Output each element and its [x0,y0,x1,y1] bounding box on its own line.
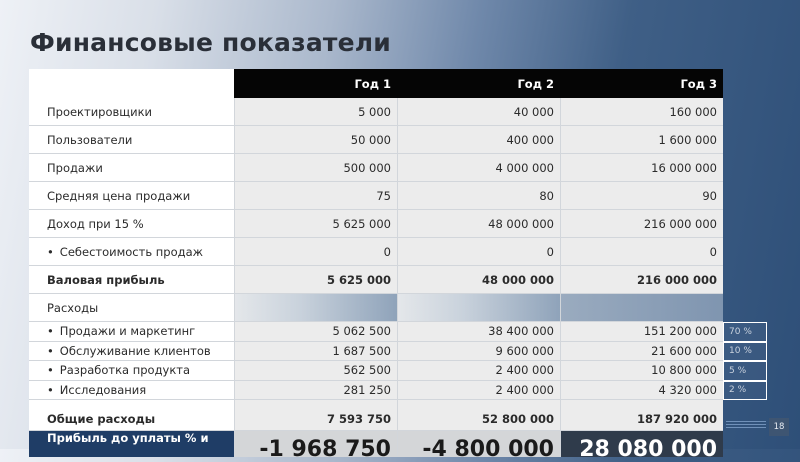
cell-year-3: 16 000 000 [560,154,723,181]
row-label: • Исследования [29,381,234,400]
cell-year-1: 7 593 750 [234,400,397,430]
row-label: Прибыль до уплаты % и [29,431,234,457]
row-label: Валовая прибыль [29,266,234,293]
table-row [29,126,723,154]
cell-year-2: 38 400 000 [397,322,560,341]
percent-cell: 70 % [723,322,767,342]
cell-year-1: 50 000 [234,126,397,153]
row-label: Средняя цена продажи [29,182,234,209]
table-row [29,342,752,362]
cell-year-2: 48 000 000 [397,266,560,293]
header-year-2: Год 2 [397,69,560,98]
cell-year-2: 9 600 000 [397,342,560,361]
header-year-1: Год 1 [234,69,397,98]
cell-year-2: 400 000 [397,126,560,153]
row-label: • Обслуживание клиентов [29,342,234,361]
cell-year-1: 75 [234,182,397,209]
table-row [29,400,723,431]
cell-year-2 [397,294,560,321]
cell-year-3: 4 320 000 [560,381,723,400]
cell-year-3: 1 600 000 [560,126,723,153]
table-row [29,238,723,266]
cell-year-2: 80 [397,182,560,209]
cell-year-2: 2 400 000 [397,361,560,380]
cell-year-3: 10 800 000 [560,361,723,380]
table-row [29,431,723,462]
cell-year-2: 0 [397,238,560,265]
table-row [29,294,723,322]
row-label: Проектировщики [29,98,234,125]
financial-table [29,69,752,462]
cell-year-3: 21 600 000 [560,342,723,361]
cell-year-3 [560,294,723,321]
page-title: Финансовые показатели [30,28,391,57]
table-header [29,69,723,98]
table-row [29,361,747,381]
row-label: Пользователи [29,126,234,153]
cell-year-3: 90 [560,182,723,209]
cell-year-1: -1 968 750 [234,431,397,457]
cell-year-1: 5 625 000 [234,266,397,293]
header-year-3: Год 3 [560,69,723,98]
row-label: Общие расходы [29,400,234,430]
table-row [29,154,723,182]
table-row [29,266,723,294]
table-row [29,182,723,210]
cell-year-1: 500 000 [234,154,397,181]
table-row [29,210,723,238]
cell-year-2: 2 400 000 [397,381,560,400]
header-blank [29,69,234,98]
cell-year-2: -4 800 000 [397,431,560,457]
cell-year-1: 0 [234,238,397,265]
cell-year-2: 40 000 [397,98,560,125]
percent-cell: 10 % [723,342,767,362]
cell-year-1: 5 062 500 [234,322,397,341]
row-label: • Себестоимость продаж [29,238,234,265]
cell-year-1: 5 625 000 [234,210,397,237]
cell-year-3: 0 [560,238,723,265]
cell-year-3: 160 000 [560,98,723,125]
cell-year-1: 5 000 [234,98,397,125]
cell-year-2: 48 000 000 [397,210,560,237]
cell-year-2: 52 800 000 [397,400,560,430]
cell-year-2: 4 000 000 [397,154,560,181]
cell-year-1: 562 500 [234,361,397,380]
cell-year-3: 187 920 000 [560,400,723,430]
table-row [29,322,752,342]
cell-year-1: 281 250 [234,381,397,400]
row-label: Расходы [29,294,234,321]
cell-year-3: 216 000 000 [560,210,723,237]
cell-year-3: 216 000 000 [560,266,723,293]
row-label: • Продажи и маркетинг [29,322,234,341]
table-row [29,98,723,126]
cell-year-1: 1 687 500 [234,342,397,361]
cell-year-1 [234,294,397,321]
row-label: Продажи [29,154,234,181]
cell-year-3: 151 200 000 [560,322,723,341]
percent-cell: 2 % [723,381,767,401]
row-label: Доход при 15 % [29,210,234,237]
decorative-lines [726,421,766,429]
table-row [29,381,747,401]
percent-cell: 5 % [723,361,767,381]
row-label: • Разработка продукта [29,361,234,380]
page-number: 18 [769,418,789,436]
cell-year-3: 28 080 000 [560,431,723,457]
